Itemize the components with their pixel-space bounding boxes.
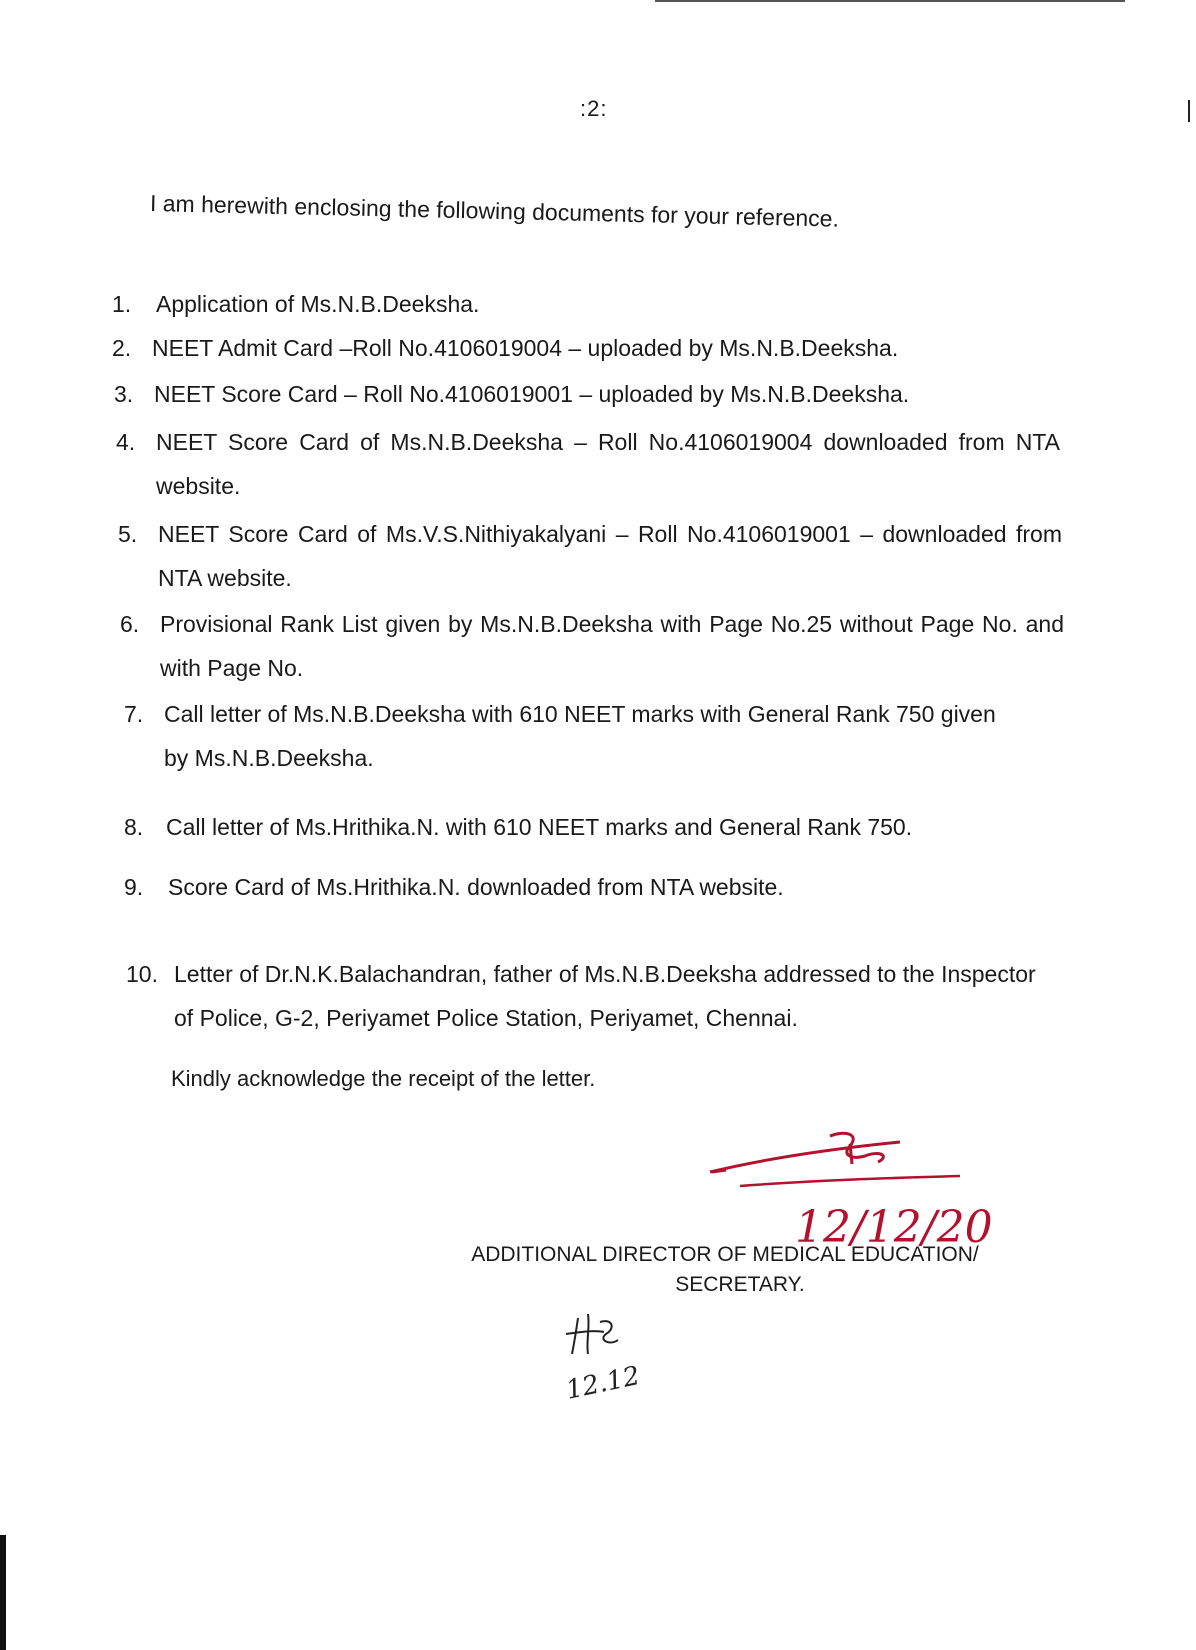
page-number: :2: [580, 96, 608, 121]
list-item-number: 10. [126, 961, 158, 987]
list-item-text: NEET Score Card – Roll No.4106019001 – uploaded by Ms.N.B.Deeksha. [154, 381, 910, 407]
list-item-text: NEET Score Card of Ms.V.S.Nithiyakalyani – Roll No.4106019001 – downloaded from NTA website. [158, 521, 1062, 591]
list-item-number: 4. [116, 429, 136, 455]
list-item-number: 2. [112, 335, 132, 361]
list-item-text: Application of Ms.N.B.Deeksha. [156, 291, 480, 317]
list-item-number: 3. [114, 381, 134, 407]
list-item-number: 1. [112, 291, 132, 317]
list-item-number: 5. [118, 521, 138, 547]
intro-paragraph: I am herewith enclosing the following documents for your reference. [149, 190, 840, 232]
list-item-text: Score Card of Ms.Hrithika.N. downloaded from NTA website. [168, 874, 784, 900]
list-item-text: NEET Admit Card –Roll No.4106019004 – uploaded by Ms.N.B.Deeksha. [152, 335, 899, 361]
list-item-text: NEET Score Card of Ms.N.B.Deeksha – Roll No.4106019004 downloaded from NTA website. [156, 429, 1060, 499]
list-item-number: 8. [124, 814, 144, 840]
list-item-text: Letter of Dr.N.K.Balachandran, father of Ms.N.B.Deeksha addressed to the Inspector of Police, G-2, Periyamet Police Station, Periyamet, Chennai. [174, 961, 1036, 1031]
scan-mark-right [1188, 100, 1190, 122]
signatory-subtitle: SECRETARY. [675, 1273, 805, 1296]
initials-image [560, 1310, 670, 1410]
list-item-text: Provisional Rank List given by Ms.N.B.Deeksha with Page No.25 without Page No. and with Page No. [160, 611, 1064, 681]
signature-image [700, 1130, 1030, 1250]
list-item-number: 9. [124, 874, 144, 900]
list-item-number: 6. [120, 611, 140, 637]
scan-border-left [0, 1535, 6, 1650]
scan-border-top [655, 0, 1125, 2]
signature-date: 12/12/20 [795, 1202, 993, 1250]
list-item-text: Call letter of Ms.Hrithika.N. with 610 NEET marks and General Rank 750. [166, 814, 913, 840]
list-item-number: 7. [124, 701, 144, 727]
closing-sentence: Kindly acknowledge the receipt of the letter. [171, 1066, 596, 1091]
list-item-text: Call letter of Ms.N.B.Deeksha with 610 NEET marks with General Rank 750 given by Ms.N.B.Deeksha. [164, 701, 996, 771]
signatory-title: ADDITIONAL DIRECTOR OF MEDICAL EDUCATION/ [471, 1243, 979, 1266]
signatory-block [400, 1240, 1050, 1300]
initials-date: 12.12 [563, 1360, 643, 1406]
